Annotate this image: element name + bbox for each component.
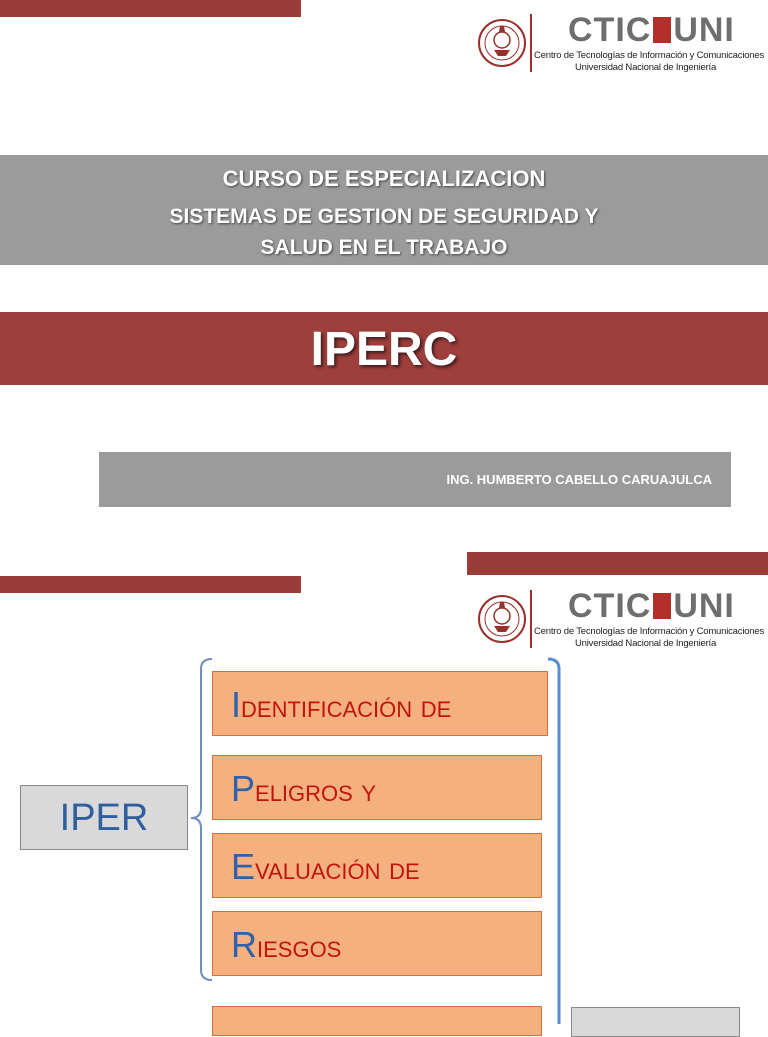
iper-acronym-box: IPER xyxy=(20,785,188,850)
term-rest: eligros y xyxy=(255,773,377,808)
course-line2: SISTEMAS DE GESTION DE SEGURIDAD Y xyxy=(169,205,599,228)
term-box-riesgos xyxy=(212,911,542,976)
logo-subtitle-line1: Centro de Tecnologías de Información y Comunicaciones xyxy=(534,50,765,61)
logo-subtitle-line2: Universidad Nacional de Ingeniería xyxy=(575,62,717,73)
term-initial: I xyxy=(231,684,242,725)
term-box-peligros xyxy=(212,755,542,820)
term-rest: iesgos xyxy=(257,929,342,964)
gray-box-partial xyxy=(571,1007,740,1037)
slide-title: IPERC xyxy=(0,312,768,385)
term-rest: dentificación de xyxy=(241,689,452,724)
course-line1: CURSO DE ESPECIALIZACION xyxy=(222,166,546,191)
logo-brand: CTIC UNI xyxy=(568,11,735,49)
term-box-evaluacion xyxy=(212,833,542,898)
course-line3: SALUD EN EL TRABAJO xyxy=(260,236,508,259)
term-initial: R xyxy=(231,924,257,965)
logo-subtitle-line1: Centro de Tecnologías de Información y Comunicaciones xyxy=(534,626,765,637)
author-band: ING. HUMBERTO CABELLO CARUAJULCA xyxy=(99,452,731,507)
term-initial: P xyxy=(231,768,256,809)
term-box-partial xyxy=(212,1006,542,1036)
logo-brand: CTIC UNI xyxy=(568,587,735,625)
term-rest: valuación de xyxy=(255,851,420,886)
logo-subtitle-line2: Universidad Nacional de Ingeniería xyxy=(575,638,717,649)
term-initial: E xyxy=(231,846,256,887)
term-box-identificacion xyxy=(212,671,548,736)
